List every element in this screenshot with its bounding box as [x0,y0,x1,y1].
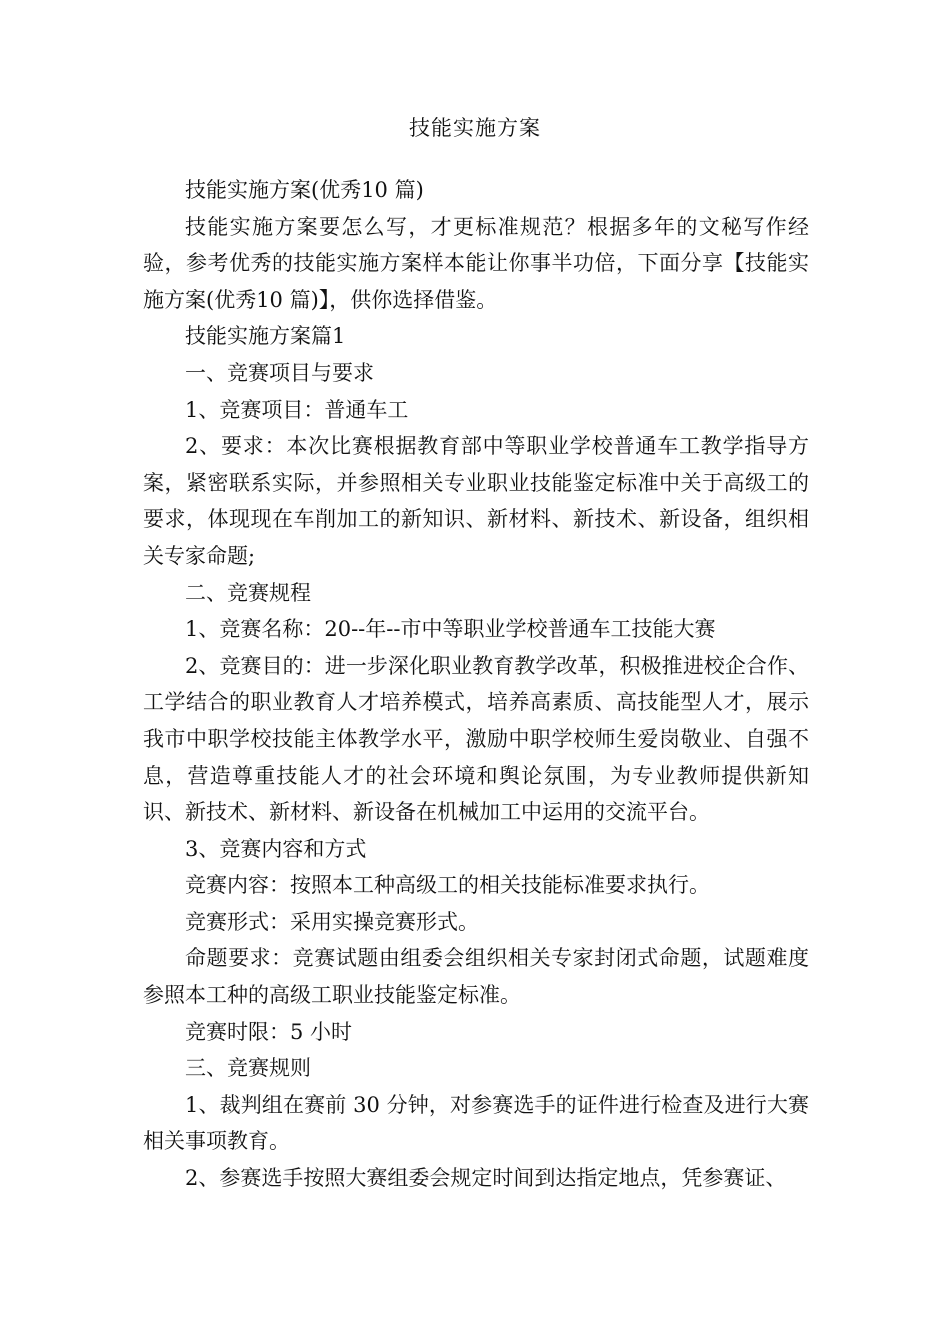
paragraph: 1、竞赛名称：20--年--市中等职业学校普通车工技能大赛 [185,617,716,642]
paragraph: 1、裁判组在赛前 30 分钟，对参赛选手的证件进行检查及进行大赛相关事项教育。 [143,1092,809,1154]
document-body [143,172,809,1197]
paragraph: 竞赛形式：采用实操竞赛形式。 [185,909,479,934]
paragraph: 2、竞赛目的：进一步深化职业教育教学改革，积极推进校企合作、工学结合的职业教育人才培养模式，培养高素质、高技能型人才，展示我市中职学校技能主体教学水平，激励中职学校师生爱岗敬业、自强不息，营造尊重技能人才的社会环境和舆论氛围，为专业教师提供新知识、新技术、新材料、新设备在机械加工中运用的交流平台。 [143,653,809,825]
paragraph: 技能实施方案要怎么写，才更标准规范？根据多年的文秘写作经验，参考优秀的技能实施方案样本能让你事半功倍，下面分享【技能实施方案(优秀10 篇)】，供你选择借鉴。 [143,214,809,312]
paragraph: 竞赛时限：5 小时 [185,1019,353,1044]
paragraph: 命题要求：竞赛试题由组委会组织相关专家封闭式命题，试题难度参照本工种的高级工职业技能鉴定标准。 [143,946,809,1008]
paragraph: 2、参赛选手按照大赛组委会规定时间到达指定地点，凭参赛证、 [185,1166,787,1191]
paragraph: 三、竞赛规则 [185,1056,311,1081]
paragraph: 技能实施方案篇1 [185,324,346,349]
paragraph: 技能实施方案(优秀10 篇) [185,178,424,202]
document-title: 技能实施方案 [409,116,541,140]
paragraph: 3、竞赛内容和方式 [185,836,367,861]
paragraph: 二、竞赛规程 [185,580,311,605]
paragraph: 竞赛内容：按照本工种高级工的相关技能标准要求执行。 [185,873,710,898]
paragraph: 1、竞赛项目：普通车工 [185,397,409,422]
paragraph: 一、竞赛项目与要求 [185,360,374,385]
paragraph: 2、要求：本次比赛根据教育部中等职业学校普通车工教学指导方案，紧密联系实际，并参照相关专业职业技能鉴定标准中关于高级工的要求，体现现在车削加工的新知识、新材料、新技术、新设备，组织相关专家命题; [143,434,809,568]
